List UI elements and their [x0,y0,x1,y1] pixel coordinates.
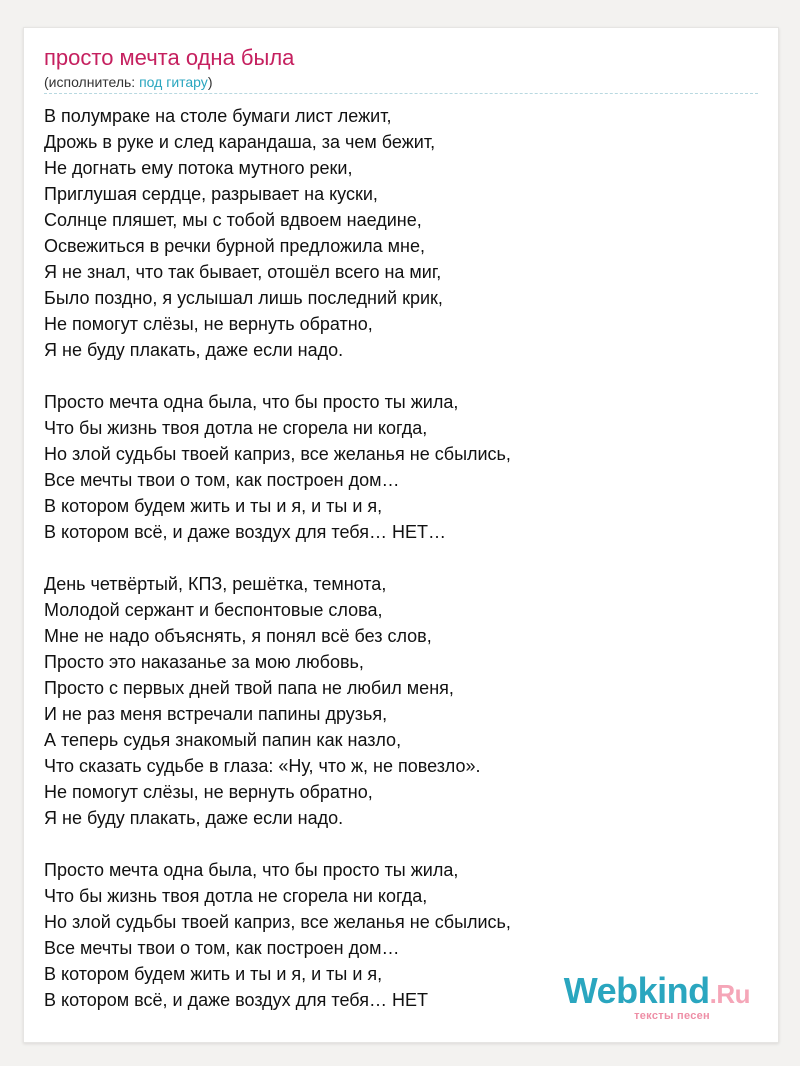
lyrics-line: Я не буду плакать, даже если надо. [44,340,344,360]
performer-prefix: (исполнитель: [44,74,140,90]
lyrics-line: В котором всё, и даже воздух для тебя… НЕТ… [44,522,446,542]
song-title: просто мечта одна была [44,45,295,70]
lyrics-line: Я не буду плакать, даже если надо. [44,808,344,828]
logo-tagline: тексты песен [634,1010,710,1022]
lyrics-line: В котором будем жить и ты и я, и ты и я, [44,964,383,984]
lyrics-line: В котором всё, и даже воздух для тебя… НЕТ [44,990,428,1010]
performer-suffix: ) [207,74,213,90]
lyrics-line: Не помогут слёзы, не вернуть обратно, [44,782,373,802]
lyrics-line: Молодой сержант и беспонтовые слова, [44,600,383,620]
performer-link[interactable]: под гитару [139,74,208,90]
lyrics-line: И не раз меня встречали папины друзья, [44,704,388,724]
lyrics-line: В полумраке на столе бумаги лист лежит, [44,106,392,126]
lyrics-line: Просто мечта одна была, что бы просто ты жила, [44,392,459,412]
lyrics-line: Что сказать судьбе в глаза: «Ну, что ж, не повезло». [44,756,481,776]
lyrics-line: Все мечты твои о том, как построен дом… [44,938,400,958]
lyrics-line: Приглушая сердце, разрывает на куски, [44,184,378,204]
lyrics-line: В котором будем жить и ты и я, и ты и я, [44,496,383,516]
lyrics-card [23,27,779,1043]
lyrics-line: Не догнать ему потока мутного реки, [44,158,353,178]
lyrics-line: Просто мечта одна была, что бы просто ты жила, [44,860,459,880]
lyrics-stanza [44,571,764,831]
lyrics-line: Было поздно, я услышал лишь последний крик, [44,288,443,308]
lyrics-line: Просто с первых дней твой папа не любил меня, [44,678,454,698]
lyrics-line: А теперь судья знакомый папин как назло, [44,730,402,750]
header-divider [44,93,758,94]
lyrics-stanza [44,103,764,363]
lyrics-text [44,103,764,1013]
lyrics-line: Дрожь в руке и след карандаша, за чем бежит, [44,132,436,152]
lyrics-line: Но злой судьбы твоей каприз, все желанья не сбылись, [44,912,511,932]
site-logo[interactable] [563,970,750,1022]
lyrics-line: Не помогут слёзы, не вернуть обратно, [44,314,373,334]
logo-word: Webkind [563,970,710,1011]
lyrics-line: Все мечты твои о том, как построен дом… [44,470,400,490]
performer-line [44,73,212,91]
lyrics-line: Просто это наказанье за мою любовь, [44,652,364,672]
lyrics-line: Что бы жизнь твоя дотла не сгорела ни когда, [44,418,428,438]
lyrics-line: Но злой судьбы твоей каприз, все желанья не сбылись, [44,444,511,464]
lyrics-line: Освежиться в речки бурной предложила мне, [44,236,425,256]
logo-tld: .Ru [709,979,750,1009]
lyrics-line: Солнце пляшет, мы с тобой вдвоем наедине, [44,210,422,230]
lyrics-line: День четвёртый, КПЗ, решётка, темнота, [44,574,387,594]
lyrics-line: Мне не надо объяснять, я понял всё без слов, [44,626,432,646]
lyrics-stanza [44,389,764,545]
lyrics-line: Я не знал, что так бывает, отошёл всего на миг, [44,262,442,282]
lyrics-line: Что бы жизнь твоя дотла не сгорела ни когда, [44,886,428,906]
